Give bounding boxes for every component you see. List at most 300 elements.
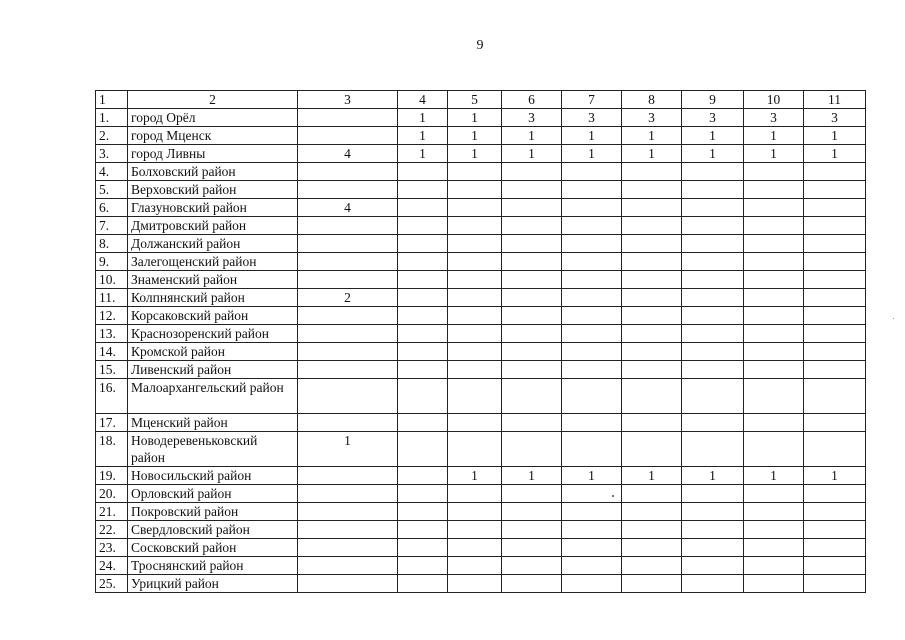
value-cell-col-8 <box>622 217 682 235</box>
table-row <box>96 163 866 181</box>
scan-speck <box>612 495 614 497</box>
table-row <box>96 271 866 289</box>
value-cell-col-9 <box>682 575 744 593</box>
value-cell-col-4 <box>398 253 448 271</box>
value-cell-col-3 <box>298 163 398 181</box>
value-cell-col-6: 1 <box>502 127 562 145</box>
table-row <box>96 379 866 414</box>
value-cell-col-7 <box>562 199 622 217</box>
value-cell-col-3 <box>298 217 398 235</box>
value-cell-col-6 <box>502 199 562 217</box>
value-cell-col-5: 1 <box>448 467 502 485</box>
value-cell-col-3 <box>298 271 398 289</box>
row-number: 12. <box>96 307 128 325</box>
value-cell-col-7 <box>562 163 622 181</box>
value-cell-col-5 <box>448 503 502 521</box>
value-cell-col-5 <box>448 521 502 539</box>
row-number: 22. <box>96 521 128 539</box>
value-cell-col-11 <box>804 361 866 379</box>
value-cell-col-7 <box>562 289 622 307</box>
value-cell-col-9 <box>682 289 744 307</box>
value-cell-col-5 <box>448 307 502 325</box>
value-cell-col-10 <box>744 503 804 521</box>
value-cell-col-11 <box>804 575 866 593</box>
value-cell-col-10: 3 <box>744 109 804 127</box>
district-name: Должанский район <box>128 235 298 253</box>
value-cell-col-6 <box>502 271 562 289</box>
value-cell-col-7 <box>562 307 622 325</box>
value-cell-col-4 <box>398 325 448 343</box>
value-cell-col-10 <box>744 485 804 503</box>
table-row <box>96 307 866 325</box>
value-cell-col-9 <box>682 343 744 361</box>
value-cell-col-4 <box>398 307 448 325</box>
value-cell-col-7 <box>562 217 622 235</box>
value-cell-col-9 <box>682 432 744 467</box>
column-header-7: 7 <box>562 91 622 109</box>
value-cell-col-8: 1 <box>622 127 682 145</box>
value-cell-col-8 <box>622 575 682 593</box>
column-header-6: 6 <box>502 91 562 109</box>
value-cell-col-11 <box>804 485 866 503</box>
value-cell-col-9 <box>682 253 744 271</box>
value-cell-col-8 <box>622 521 682 539</box>
table-body <box>96 109 866 593</box>
value-cell-col-5 <box>448 271 502 289</box>
value-cell-col-4 <box>398 432 448 467</box>
value-cell-col-10 <box>744 181 804 199</box>
value-cell-col-5: 1 <box>448 145 502 163</box>
value-cell-col-11 <box>804 503 866 521</box>
value-cell-col-3 <box>298 109 398 127</box>
table-row <box>96 253 866 271</box>
value-cell-col-3 <box>298 127 398 145</box>
value-cell-col-5: 1 <box>448 109 502 127</box>
value-cell-col-6: 1 <box>502 145 562 163</box>
row-number: 3. <box>96 145 128 163</box>
value-cell-col-11 <box>804 343 866 361</box>
table-row <box>96 199 866 217</box>
value-cell-col-3: 1 <box>298 432 398 467</box>
table-row <box>96 217 866 235</box>
value-cell-col-5: 1 <box>448 127 502 145</box>
value-cell-col-4 <box>398 217 448 235</box>
table-row <box>96 485 866 503</box>
column-header-5: 5 <box>448 91 502 109</box>
row-number: 15. <box>96 361 128 379</box>
value-cell-col-3 <box>298 485 398 503</box>
value-cell-col-5 <box>448 575 502 593</box>
value-cell-col-7: 1 <box>562 127 622 145</box>
value-cell-col-9 <box>682 361 744 379</box>
value-cell-col-3 <box>298 343 398 361</box>
row-number: 18. <box>96 432 128 467</box>
district-name: Колпнянский район <box>128 289 298 307</box>
value-cell-col-4 <box>398 361 448 379</box>
value-cell-col-7 <box>562 235 622 253</box>
value-cell-col-3 <box>298 521 398 539</box>
value-cell-col-10 <box>744 253 804 271</box>
value-cell-col-5 <box>448 379 502 414</box>
district-name: Урицкий район <box>128 575 298 593</box>
value-cell-col-9 <box>682 199 744 217</box>
district-name: город Ливны <box>128 145 298 163</box>
value-cell-col-8 <box>622 163 682 181</box>
value-cell-col-7 <box>562 414 622 432</box>
value-cell-col-11 <box>804 414 866 432</box>
value-cell-col-6 <box>502 307 562 325</box>
value-cell-col-5 <box>448 217 502 235</box>
value-cell-col-8 <box>622 253 682 271</box>
value-cell-col-8 <box>622 361 682 379</box>
value-cell-col-11 <box>804 253 866 271</box>
value-cell-col-6 <box>502 289 562 307</box>
value-cell-col-8 <box>622 199 682 217</box>
value-cell-col-8: 1 <box>622 145 682 163</box>
value-cell-col-3 <box>298 467 398 485</box>
district-name: город Мценск <box>128 127 298 145</box>
value-cell-col-5 <box>448 163 502 181</box>
value-cell-col-3: 2 <box>298 289 398 307</box>
value-cell-col-7 <box>562 343 622 361</box>
column-header-9: 9 <box>682 91 744 109</box>
value-cell-col-11: 1 <box>804 467 866 485</box>
row-number: 24. <box>96 557 128 575</box>
table-row <box>96 521 866 539</box>
value-cell-col-8 <box>622 432 682 467</box>
value-cell-col-6 <box>502 539 562 557</box>
value-cell-col-3 <box>298 325 398 343</box>
value-cell-col-9 <box>682 557 744 575</box>
value-cell-col-6 <box>502 485 562 503</box>
value-cell-col-3 <box>298 181 398 199</box>
value-cell-col-9 <box>682 235 744 253</box>
value-cell-col-8 <box>622 289 682 307</box>
value-cell-col-8 <box>622 181 682 199</box>
value-cell-col-6 <box>502 235 562 253</box>
value-cell-col-5 <box>448 289 502 307</box>
row-number: 17. <box>96 414 128 432</box>
value-cell-col-9: 1 <box>682 127 744 145</box>
row-number: 5. <box>96 181 128 199</box>
row-number: 21. <box>96 503 128 521</box>
value-cell-col-7 <box>562 379 622 414</box>
district-name: Троснянский район <box>128 557 298 575</box>
value-cell-col-4 <box>398 379 448 414</box>
value-cell-col-9 <box>682 521 744 539</box>
value-cell-col-11: 1 <box>804 127 866 145</box>
value-cell-col-9 <box>682 503 744 521</box>
district-name: Новодеревеньковский район <box>128 432 298 467</box>
value-cell-col-10 <box>744 325 804 343</box>
value-cell-col-5 <box>448 181 502 199</box>
table-row <box>96 503 866 521</box>
table-row <box>96 432 866 467</box>
district-name: Орловский район <box>128 485 298 503</box>
value-cell-col-8 <box>622 414 682 432</box>
value-cell-col-3: 4 <box>298 145 398 163</box>
value-cell-col-7: 3 <box>562 109 622 127</box>
value-cell-col-7 <box>562 432 622 467</box>
value-cell-col-10: 1 <box>744 127 804 145</box>
value-cell-col-6 <box>502 163 562 181</box>
district-name: город Орёл <box>128 109 298 127</box>
scan-speck <box>893 318 894 319</box>
district-name: Малоархангельский район <box>128 379 298 414</box>
value-cell-col-3 <box>298 503 398 521</box>
value-cell-col-9 <box>682 414 744 432</box>
value-cell-col-6 <box>502 521 562 539</box>
value-cell-col-6 <box>502 343 562 361</box>
value-cell-col-9: 3 <box>682 109 744 127</box>
district-name: Знаменский район <box>128 271 298 289</box>
row-number: 8. <box>96 235 128 253</box>
column-header-11: 11 <box>804 91 866 109</box>
value-cell-col-8 <box>622 503 682 521</box>
value-cell-col-8 <box>622 539 682 557</box>
value-cell-col-8 <box>622 485 682 503</box>
value-cell-col-5 <box>448 432 502 467</box>
table-row <box>96 289 866 307</box>
value-cell-col-4 <box>398 575 448 593</box>
value-cell-col-9 <box>682 163 744 181</box>
value-cell-col-4 <box>398 289 448 307</box>
value-cell-col-8 <box>622 235 682 253</box>
value-cell-col-10 <box>744 361 804 379</box>
value-cell-col-6 <box>502 325 562 343</box>
value-cell-col-4 <box>398 199 448 217</box>
row-number: 19. <box>96 467 128 485</box>
value-cell-col-8: 1 <box>622 467 682 485</box>
row-number: 4. <box>96 163 128 181</box>
value-cell-col-10 <box>744 163 804 181</box>
district-name: Глазуновский район <box>128 199 298 217</box>
value-cell-col-11 <box>804 271 866 289</box>
value-cell-col-3 <box>298 539 398 557</box>
value-cell-col-3 <box>298 253 398 271</box>
value-cell-col-10 <box>744 289 804 307</box>
value-cell-col-10 <box>744 199 804 217</box>
district-name: Верховский район <box>128 181 298 199</box>
value-cell-col-6 <box>502 361 562 379</box>
value-cell-col-10 <box>744 575 804 593</box>
value-cell-col-9 <box>682 181 744 199</box>
value-cell-col-9 <box>682 539 744 557</box>
value-cell-col-8 <box>622 307 682 325</box>
value-cell-col-6 <box>502 414 562 432</box>
value-cell-col-8 <box>622 557 682 575</box>
row-number: 25. <box>96 575 128 593</box>
value-cell-col-9 <box>682 307 744 325</box>
value-cell-col-10 <box>744 432 804 467</box>
row-number: 2. <box>96 127 128 145</box>
value-cell-col-10 <box>744 307 804 325</box>
value-cell-col-7 <box>562 271 622 289</box>
value-cell-col-4 <box>398 467 448 485</box>
table-row <box>96 557 866 575</box>
value-cell-col-4: 1 <box>398 127 448 145</box>
value-cell-col-3 <box>298 575 398 593</box>
district-name: Ливенский район <box>128 361 298 379</box>
value-cell-col-10 <box>744 521 804 539</box>
value-cell-col-9 <box>682 379 744 414</box>
value-cell-col-3 <box>298 414 398 432</box>
table-row <box>96 414 866 432</box>
value-cell-col-5 <box>448 199 502 217</box>
value-cell-col-4 <box>398 503 448 521</box>
value-cell-col-6 <box>502 253 562 271</box>
district-name: Покровский район <box>128 503 298 521</box>
value-cell-col-3 <box>298 307 398 325</box>
header-row <box>96 91 866 109</box>
value-cell-col-10: 1 <box>744 467 804 485</box>
value-cell-col-4 <box>398 521 448 539</box>
data-table <box>95 90 866 593</box>
table-row <box>96 467 866 485</box>
value-cell-col-5 <box>448 235 502 253</box>
row-number: 20. <box>96 485 128 503</box>
row-number: 1. <box>96 109 128 127</box>
row-number: 9. <box>96 253 128 271</box>
row-number: 23. <box>96 539 128 557</box>
value-cell-col-5 <box>448 539 502 557</box>
row-number: 14. <box>96 343 128 361</box>
value-cell-col-4 <box>398 557 448 575</box>
value-cell-col-6 <box>502 432 562 467</box>
table-row <box>96 325 866 343</box>
value-cell-col-5 <box>448 557 502 575</box>
value-cell-col-4 <box>398 271 448 289</box>
value-cell-col-7 <box>562 181 622 199</box>
value-cell-col-8 <box>622 343 682 361</box>
value-cell-col-10 <box>744 271 804 289</box>
value-cell-col-6 <box>502 181 562 199</box>
district-name: Болховский район <box>128 163 298 181</box>
value-cell-col-6: 3 <box>502 109 562 127</box>
district-name: Дмитровский район <box>128 217 298 235</box>
value-cell-col-6 <box>502 575 562 593</box>
value-cell-col-5 <box>448 361 502 379</box>
row-number: 6. <box>96 199 128 217</box>
value-cell-col-8 <box>622 271 682 289</box>
column-header-1: 1 <box>96 91 128 109</box>
value-cell-col-11: 3 <box>804 109 866 127</box>
value-cell-col-9 <box>682 485 744 503</box>
value-cell-col-11 <box>804 217 866 235</box>
column-header-2: 2 <box>128 91 298 109</box>
value-cell-col-11 <box>804 307 866 325</box>
value-cell-col-6 <box>502 379 562 414</box>
value-cell-col-5 <box>448 414 502 432</box>
district-name: Сосковский район <box>128 539 298 557</box>
value-cell-col-10 <box>744 343 804 361</box>
value-cell-col-5 <box>448 325 502 343</box>
value-cell-col-10 <box>744 217 804 235</box>
value-cell-col-11 <box>804 379 866 414</box>
value-cell-col-5 <box>448 343 502 361</box>
table-row <box>96 343 866 361</box>
district-name: Залегощенский район <box>128 253 298 271</box>
value-cell-col-3 <box>298 235 398 253</box>
value-cell-col-7 <box>562 253 622 271</box>
table-row <box>96 575 866 593</box>
district-name: Свердловский район <box>128 521 298 539</box>
value-cell-col-7 <box>562 503 622 521</box>
value-cell-col-10 <box>744 539 804 557</box>
value-cell-col-10 <box>744 414 804 432</box>
value-cell-col-11 <box>804 163 866 181</box>
value-cell-col-5 <box>448 253 502 271</box>
row-number: 10. <box>96 271 128 289</box>
value-cell-col-11 <box>804 539 866 557</box>
value-cell-col-9 <box>682 271 744 289</box>
value-cell-col-11 <box>804 521 866 539</box>
table-row <box>96 127 866 145</box>
value-cell-col-4 <box>398 485 448 503</box>
column-header-4: 4 <box>398 91 448 109</box>
value-cell-col-7 <box>562 575 622 593</box>
value-cell-col-10 <box>744 235 804 253</box>
value-cell-col-7 <box>562 557 622 575</box>
value-cell-col-11 <box>804 432 866 467</box>
table-row <box>96 539 866 557</box>
district-name: Новосильский район <box>128 467 298 485</box>
value-cell-col-10 <box>744 379 804 414</box>
column-header-3: 3 <box>298 91 398 109</box>
value-cell-col-11 <box>804 289 866 307</box>
row-number: 16. <box>96 379 128 414</box>
value-cell-col-7 <box>562 361 622 379</box>
value-cell-col-5 <box>448 485 502 503</box>
value-cell-col-9: 1 <box>682 145 744 163</box>
value-cell-col-9: 1 <box>682 467 744 485</box>
value-cell-col-4 <box>398 163 448 181</box>
value-cell-col-4 <box>398 343 448 361</box>
table-row <box>96 181 866 199</box>
table-row <box>96 361 866 379</box>
value-cell-col-11 <box>804 199 866 217</box>
value-cell-col-11 <box>804 557 866 575</box>
value-cell-col-11 <box>804 325 866 343</box>
value-cell-col-8: 3 <box>622 109 682 127</box>
value-cell-col-7 <box>562 485 622 503</box>
value-cell-col-4: 1 <box>398 145 448 163</box>
value-cell-col-11 <box>804 235 866 253</box>
value-cell-col-7: 1 <box>562 467 622 485</box>
district-name: Кромской район <box>128 343 298 361</box>
table-row <box>96 145 866 163</box>
value-cell-col-10 <box>744 557 804 575</box>
page-number: 9 <box>476 38 484 53</box>
value-cell-col-4 <box>398 414 448 432</box>
district-name: Корсаковский район <box>128 307 298 325</box>
column-header-10: 10 <box>744 91 804 109</box>
value-cell-col-9 <box>682 217 744 235</box>
value-cell-col-7: 1 <box>562 145 622 163</box>
value-cell-col-9 <box>682 325 744 343</box>
value-cell-col-4 <box>398 539 448 557</box>
value-cell-col-8 <box>622 379 682 414</box>
column-header-8: 8 <box>622 91 682 109</box>
value-cell-col-7 <box>562 539 622 557</box>
value-cell-col-11 <box>804 181 866 199</box>
value-cell-col-7 <box>562 325 622 343</box>
value-cell-col-10: 1 <box>744 145 804 163</box>
table-row <box>96 109 866 127</box>
value-cell-col-3: 4 <box>298 199 398 217</box>
value-cell-col-6: 1 <box>502 467 562 485</box>
row-number: 11. <box>96 289 128 307</box>
